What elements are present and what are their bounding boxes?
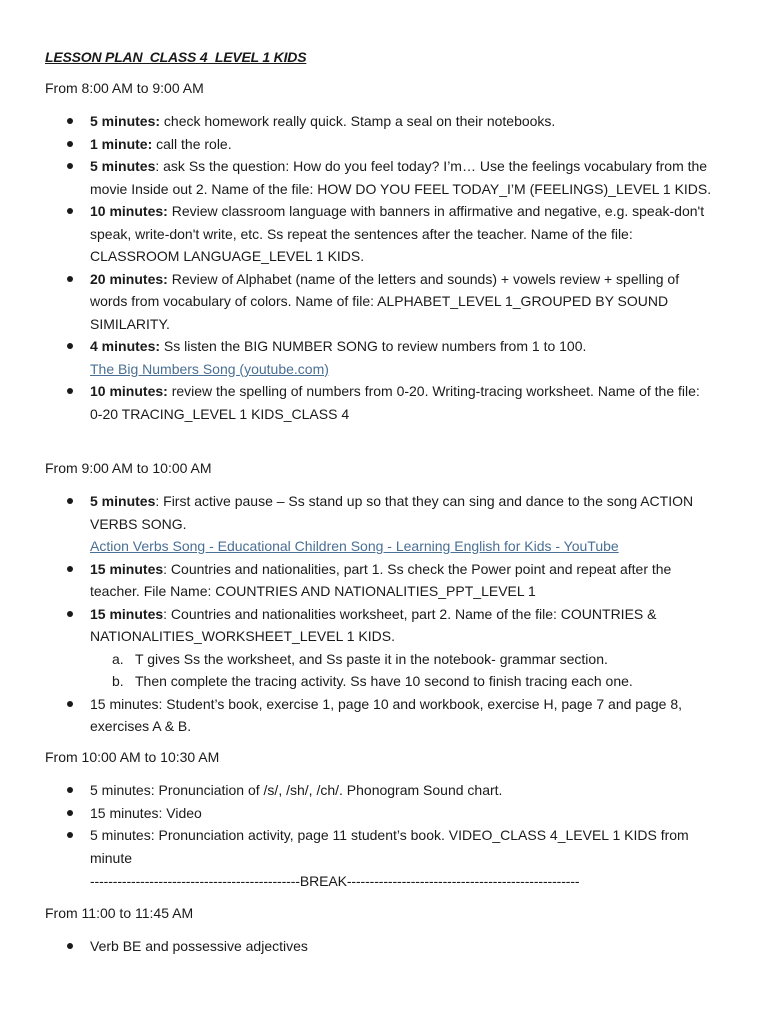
duration-label: 15 minutes <box>90 560 164 577</box>
duration-label: 5 minutes: <box>90 113 161 129</box>
activity-text: Review classroom language with banners in affirmative and negative, e.g. speak-don't speak, write-don't write, etc. Ss repeat the sentences after the teacher. Name of the file: CLASSROOM LANGUAGE_LEVEL 1 KIDS. <box>90 203 705 264</box>
time-heading-9am: From 9:00 AM to 10:00 AM <box>45 460 212 476</box>
activity-text: : First active pause – Ss stand up so that they can sing and dance to the song ACTION VERBS SONG. <box>90 493 694 532</box>
list-item <box>0 490 768 558</box>
duration-label: 10 minutes: <box>90 203 168 219</box>
duration-label: 15 minutes <box>90 605 164 622</box>
duration-label: 10 minutes: <box>90 383 168 399</box>
duration-label: 1 minute: <box>90 135 153 152</box>
activity-text: Review of Alphabet (name of the letters and sounds) + vowels review + spelling of words from vocabulary of colors. Name of file: ALPHABET_LEVEL 1_GROUPED BY SOUND SIMILARITY. <box>90 270 680 332</box>
list-item <box>0 155 768 200</box>
list-item <box>0 133 768 156</box>
break-divider: ----------------------------------------------BREAK--------------------------------------------------- <box>90 873 580 889</box>
activity-list-8am <box>0 110 768 425</box>
activity-text: 15 minutes: Video <box>90 804 202 821</box>
list-item <box>0 802 768 825</box>
list-item <box>0 603 768 693</box>
sub-step <box>90 648 716 671</box>
activity-text: call the role. <box>152 135 232 152</box>
activity-text: check homework really quick. Stamp a seal on their notebooks. <box>160 113 556 129</box>
activity-text: 15 minutes: Student’s book, exercise 1, page 10 and workbook, exercise H, page 7 and page 8, exercises A & B. <box>90 695 683 734</box>
list-item <box>0 693 768 738</box>
duration-label: 20 minutes: <box>90 270 168 287</box>
list-item <box>0 779 768 802</box>
activity-list-10am <box>0 779 768 869</box>
activity-text: 5 minutes: Pronunciation activity, page 11 student’s book. VIDEO_CLASS 4_LEVEL 1 KIDS from minute <box>90 827 689 866</box>
sub-step <box>90 670 716 693</box>
activity-text: 5 minutes: Pronunciation of /s/, /sh/, /ch/. Phonogram Sound chart. <box>90 782 503 798</box>
time-heading-10am: From 10:00 AM to 10:30 AM <box>45 749 220 765</box>
sub-step-marker: b. <box>112 673 124 689</box>
activity-text: : Countries and nationalities worksheet, part 2. Name of the file: COUNTRIES & NATIONALITIES_WORKSHEET_LEVEL 1 KIDS. <box>90 605 657 644</box>
list-item <box>0 558 768 603</box>
list-item <box>0 268 768 336</box>
list-item <box>0 335 768 380</box>
youtube-link-big-numbers-song[interactable]: The Big Numbers Song (youtube.com) <box>90 360 329 377</box>
activity-text: : ask Ss the question: How do you feel today? I’m… Use the feelings vocabulary from the movie Inside out 2. Name of the file: HOW DO YOU FEEL TODAY_I’M (FEELINGS)_LEVEL 1 KIDS. <box>90 158 712 197</box>
list-item <box>0 200 768 268</box>
sub-step-text: Then complete the tracing activity. Ss have 10 second to finish tracing each one. <box>135 673 633 689</box>
document-title: LESSON PLAN CLASS 4 LEVEL 1 KIDS <box>45 49 307 65</box>
youtube-link-action-verbs-song[interactable]: Action Verbs Song - Educational Children Song - Learning English for Kids - YouTube <box>90 538 619 554</box>
time-heading-8am: From 8:00 AM to 9:00 AM <box>45 80 204 96</box>
activity-text: review the spelling of numbers from 0-20. Writing-tracing worksheet. Name of the file: 0-20 TRACING_LEVEL 1 KIDS_CLASS 4 <box>90 383 700 422</box>
sub-step-text: T gives Ss the worksheet, and Ss paste it in the notebook- grammar section. <box>135 650 608 667</box>
activity-list-9am <box>0 490 768 738</box>
time-heading-11am: From 11:00 to 11:45 AM <box>45 905 194 921</box>
activity-text: Ss listen the BIG NUMBER SONG to review numbers from 1 to 100. <box>160 338 587 354</box>
list-item <box>0 935 768 958</box>
activity-text: Verb BE and possessive adjectives <box>90 938 308 954</box>
sub-step-marker: a. <box>112 650 124 667</box>
duration-label: 5 minutes <box>90 158 156 174</box>
duration-label: 5 minutes <box>90 493 156 509</box>
list-item <box>0 824 768 869</box>
activity-text: : Countries and nationalities, part 1. Ss check the Power point and repeat after the teacher. File Name: COUNTRIES AND NATIONALITIES_PPT_LEVEL 1 <box>90 560 672 599</box>
sub-steps-list <box>90 648 716 693</box>
duration-label: 4 minutes: <box>90 338 161 354</box>
activity-list-11am <box>0 935 768 958</box>
list-item <box>0 380 768 425</box>
list-item <box>0 110 768 133</box>
